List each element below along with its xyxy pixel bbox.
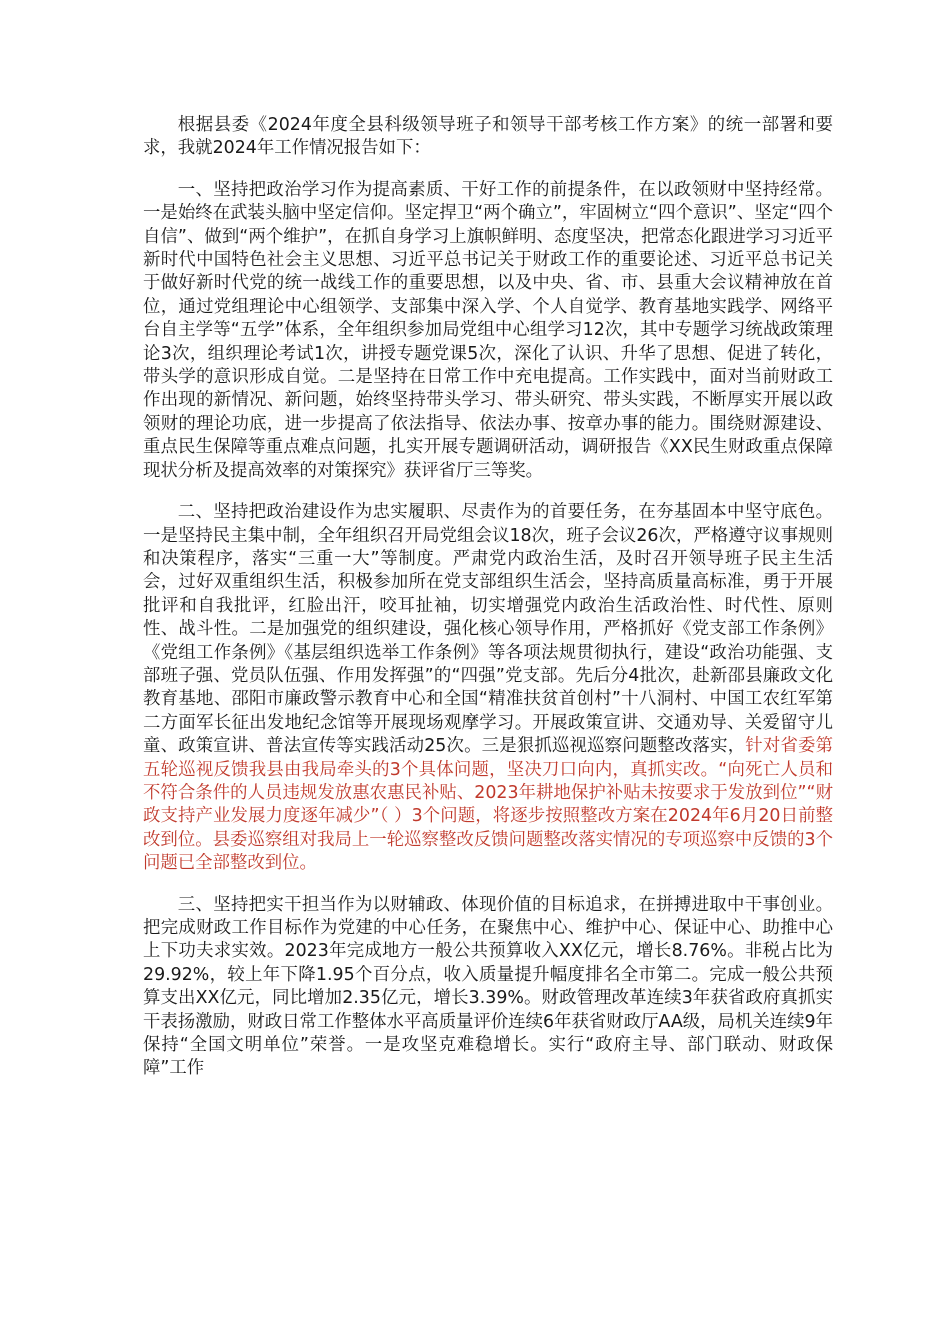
section-2-paragraph <box>143 501 833 876</box>
section-3-paragraph: 三、坚持把实干担当作为以财辅政、体现价值的目标追求，在拼搏进取中干事创业。把完成财政工作目标作为党建的中心任务，在聚焦中心、维护中心、保证中心、助推中心上下功夫求实效。2023年完成地方一般公共预算收入XX亿元，增长8.76%。非税占比为29.92%，较上年下降1.95个百分点，收入质量提升幅度排名全市第二。完成一般公共预算支出XX亿元，同比增加2.35亿元，增长3.39%。财政管理改革连续3年获省政府真抓实干表扬激励，财政日常工作整体水平高质量评价连续6年获省财政厅AA级，局机关连续9年保持“全国文明单位”荣誉。一是攻坚克难稳增长。实行“政府主导、部门联动、财政保障”工作 <box>143 894 833 1079</box>
section-2-text: 二、坚持把政治建设作为忠实履职、尽责作为的首要任务，在夯基固本中坚守底色。一是坚持民主集中制，全年组织召开局党组会议18次，班子会议26次，严格遵守议事规则和决策程序，落实“三重一大”等制度。严肃党内政治生活，及时召开领导班子民主生活会，过好双重组织生活，积极参加所在党支部组织生活会，坚持高质量高标准，勇于开展批评和自我批评，红脸出汗，咬耳扯袖，切实增强党内政治生活政治性、时代性、原则性、战斗性。二是加强党的组织建设，强化核心领导作用，严格抓好《党支部工作条例》《党组工作条例》《基层组织选举工作条例》等各项法规贯彻执行，建设“政治功能强、支部班子强、党员队伍强、作用发挥强”的“四强”党支部。先后分4批次，赴新邵县廉政文化教育基地、邵阳市廉政警示教育中心和全国“精准扶贫首创村”十八洞村、中国工农红军第二方面军长征出发地纪念馆等开展现场观摩学习。开展政策宣讲、交通劝导、关爱留守儿童、政策宣讲、普法宣传等实践活动25次。三是狠抓巡视巡察问题整改落实， <box>143 502 833 757</box>
section-1-paragraph: 一、坚持把政治学习作为提高素质、干好工作的前提条件，在以政领财中坚持经常。一是始终在武装头脑中坚定信仰。坚定捍卫“两个确立”，牢固树立“四个意识”、坚定“四个自信”、做到“两个维护”，在抓自身学习上旗帜鲜明、态度坚决，把常态化跟进学习习近平新时代中国特色社会主义思想、习近平总书记关于财政工作的重要论述、习近平总书记关于做好新时代党的统一战线工作的重要思想，以及中央、省、市、县重大会议精神放在首位，通过党组理论中心组领学、支部集中深入学、个人自觉学、教育基地实践学、网络平台自主学等“五学”体系，全年组织参加局党组中心组学习12次，其中专题学习统战政策理论3次，组织理论考试1次，讲授专题党课5次，深化了认识、升华了思想、促进了转化，带头学的意识形成自觉。二是坚持在日常工作中充电提高。工作实践中，面对当前财政工作出现的新情况、新问题，始终坚持带头学习、带头研究、带头实践，不断厚实开展以政领财的理论功底，进一步提高了依法指导、依法办事、按章办事的能力。围绕财源建设、重点民生保障等重点难点问题，扎实开展专题调研活动，调研报告《XX民生财政重点保障现状分析及提高效率的对策探究》获评省厅三等奖。 <box>143 179 833 481</box>
section-2-highlighted-text: 针对省委第五轮巡视反馈我县由我局牵头的3个具体问题，坚决刀口向内，真抓实改。“向死亡人员和不符合条件的人员违规发放惠农惠民补贴、2023年耕地保护补贴未按要求于发放到位”“财政支持产业发展力度逐年减少”（ ）3个问题，将逐步按照整改方案在2024年6月20日前整改到位。县委巡察组对我局上一轮巡察整改反馈问题整改落实情况的专项巡察中反馈的3个问题已全部整改到位。 <box>143 736 833 874</box>
intro-paragraph: 根据县委《2024年度全县科级领导班子和领导干部考核工作方案》的统一部署和要求，我就2024年工作情况报告如下： <box>143 115 833 159</box>
document-page <box>143 114 833 1081</box>
